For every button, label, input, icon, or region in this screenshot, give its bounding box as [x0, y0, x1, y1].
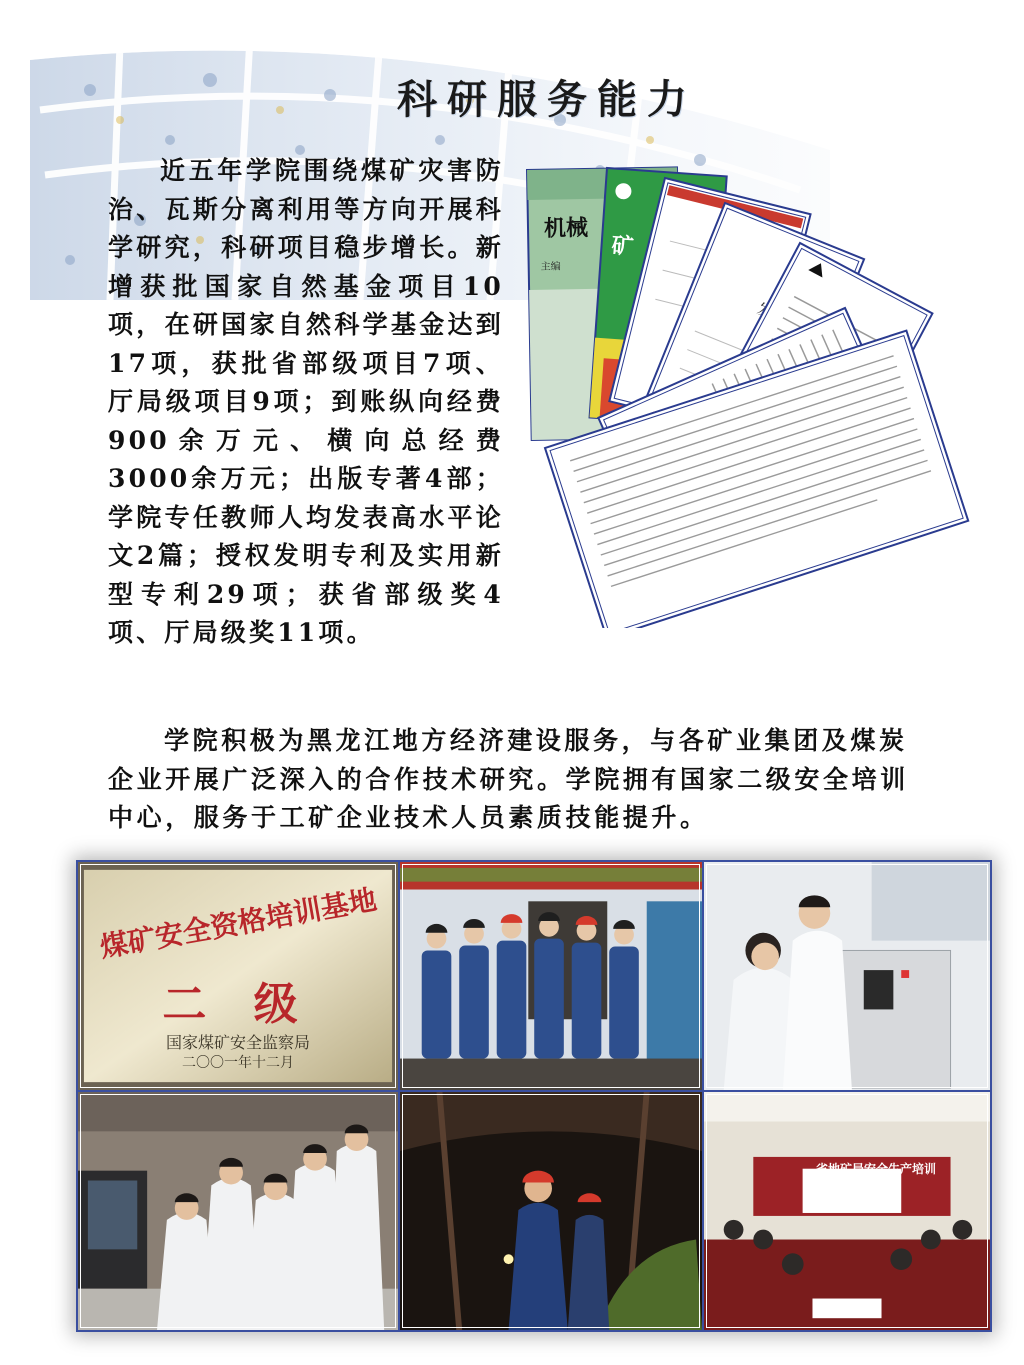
underground-mine-photo: [398, 1090, 704, 1332]
plaque-date: 二〇〇一年十二月: [182, 1055, 294, 1071]
safety-training-classroom-photo: [702, 1090, 992, 1332]
plaque-level: 二 级: [162, 979, 314, 1030]
photo-grid: [76, 860, 992, 1332]
publications-collage: [515, 148, 975, 628]
page-title: 科研服务能力: [397, 76, 697, 123]
plaque-title: 煤矿安全资格培训基地: [97, 882, 379, 965]
book-title-fragment: 机械: [543, 215, 589, 242]
research-paragraph: 近五年学院围绕煤矿灾害防治、瓦斯分离利用等方向开展科学研究，科研项目稳步增长。新增获批国家自然基金项目10项，在研国家自然科学基金达到17项，获批省部级项目7项、厅局级项目9项；到账纵向经费900余万元、横向总经费3000余万元；出版专著4部；学院专任教师人均发表高水平论文2篇；授权发明专利及实用新型专利29项；获省部级奖4项、厅局级奖11项。: [108, 156, 504, 647]
training-banner-text: 省地矿局安全生产培训: [815, 1162, 936, 1176]
training-base-plaque-photo: [76, 860, 400, 1092]
service-paragraph: 学院积极为黑龙江地方经济建设服务，与各矿业集团及煤炭企业开展广泛深入的合作技术研究。学院拥有国家二级安全培训中心，服务于工矿企业技术人员素质技能提升。: [108, 726, 909, 832]
book-title-fragment-2: 矿: [610, 233, 635, 261]
lab-team-computer-photo: [76, 1090, 400, 1332]
miners-group-photo: [398, 860, 704, 1092]
plaque-issuer: 国家煤矿安全监察局: [165, 1033, 310, 1052]
laboratory-equipment-photo: [702, 860, 992, 1092]
book-editor-label: 主编: [540, 261, 561, 273]
